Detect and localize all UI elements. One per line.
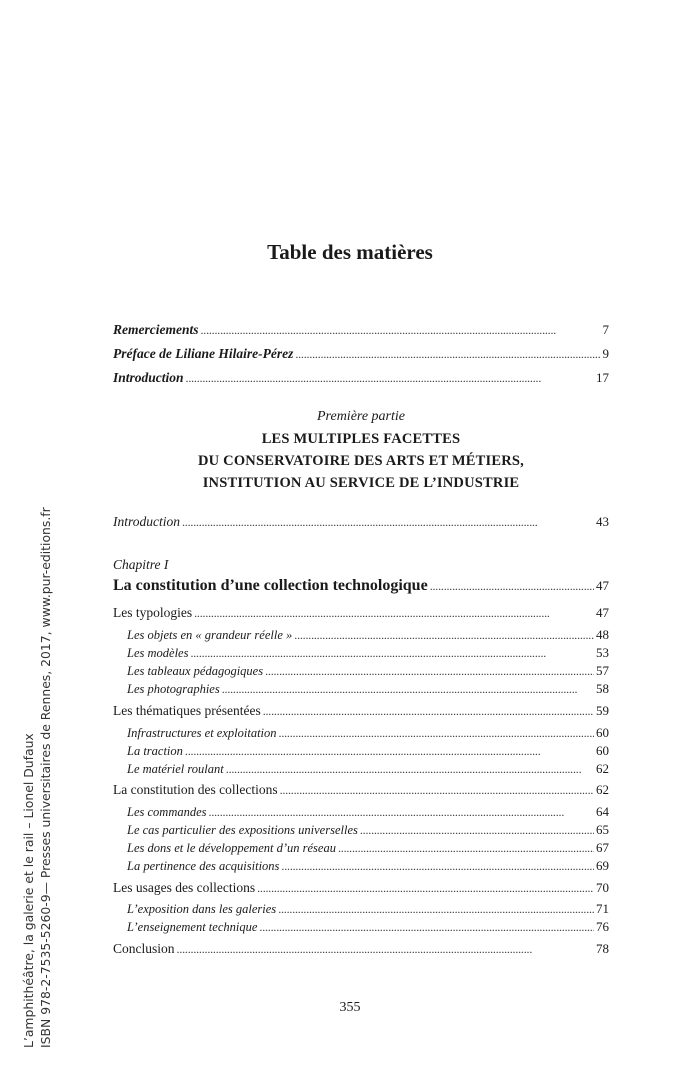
toc-section[interactable] [113, 782, 609, 798]
part-title-line: DU CONSERVATOIRE DES ARTS ET MÉTIERS, [197, 453, 525, 469]
toc-subsection[interactable] [127, 663, 609, 679]
toc-section[interactable] [113, 941, 609, 957]
toc-page: 57 [596, 663, 609, 678]
toc-entry-introduction[interactable] [113, 370, 609, 386]
toc-page: 9 [602, 346, 609, 361]
toc-section[interactable] [113, 880, 609, 896]
toc-label: L’enseignement technique [127, 920, 258, 934]
toc-label: Infrastructures et exploitation [127, 726, 277, 740]
leader-dots [360, 822, 594, 838]
leader-dots [281, 858, 594, 874]
leader-dots [182, 514, 594, 530]
toc-subsection[interactable] [127, 901, 609, 917]
toc-page: 65 [596, 822, 609, 837]
leader-dots [190, 645, 594, 661]
toc-entry-preface[interactable] [113, 346, 609, 362]
chapter-label: Chapitre I [113, 557, 169, 572]
toc-subsection[interactable] [127, 627, 609, 643]
toc-label: La constitution d’une collection technologique [113, 577, 428, 594]
toc-page: 47 [596, 605, 609, 620]
toc-subsection[interactable] [127, 919, 609, 935]
toc-page: 70 [596, 880, 609, 895]
toc-subsection[interactable] [127, 858, 609, 874]
toc-page: 59 [596, 703, 609, 718]
toc-entry-part-introduction[interactable] [113, 514, 609, 530]
leader-dots [185, 743, 594, 759]
toc-page: 62 [596, 761, 609, 776]
side-note-line: L’amphithéâtre, la galerie et le rail – Lionel Dufaux [21, 733, 36, 1048]
toc-page: 7 [602, 322, 609, 337]
toc-page: 78 [596, 941, 609, 956]
toc-label: Le cas particulier des expositions universelles [127, 823, 358, 837]
toc-label: Les tableaux pédagogiques [127, 664, 264, 678]
toc-subsection[interactable] [127, 822, 609, 838]
side-copyright-note [20, 507, 54, 1048]
leader-dots [294, 627, 594, 643]
leader-dots [186, 370, 594, 386]
toc-page: 64 [596, 804, 609, 819]
toc-page: 67 [596, 840, 609, 855]
toc-subsection[interactable] [127, 645, 609, 661]
toc-label: Les dons et le développement d’un réseau [127, 841, 336, 855]
toc-label: L’exposition dans les galeries [127, 902, 277, 916]
toc-label: Les usages des collections [113, 880, 256, 895]
leader-dots [278, 901, 594, 917]
toc-subsection[interactable] [127, 681, 609, 697]
leader-dots [295, 346, 600, 362]
toc-label: Conclusion [113, 941, 175, 956]
toc-subsection[interactable] [127, 725, 609, 741]
toc-page: 60 [596, 725, 609, 740]
leader-dots [263, 703, 594, 719]
toc-page: 58 [596, 681, 609, 696]
toc-label: La traction [127, 744, 183, 758]
side-note-line: ISBN 978-2-7535-5260-9— Presses universitaires de Rennes, 2017, www.pur-editions.fr [38, 507, 53, 1048]
leader-dots [200, 322, 600, 338]
toc-page: 71 [596, 901, 609, 916]
part-title-line: INSTITUTION AU SERVICE DE L’INDUSTRIE [202, 475, 520, 491]
toc-label: Introduction [113, 370, 184, 385]
toc-page: 43 [596, 514, 609, 529]
toc-label: Les thématiques présentées [113, 703, 261, 718]
leader-dots [259, 919, 594, 935]
toc-label: Les photographies [127, 682, 220, 696]
toc-label: La constitution des collections [113, 782, 278, 797]
leader-dots [222, 681, 594, 697]
leader-dots [338, 840, 594, 856]
leader-dots [279, 725, 594, 741]
page-number: 355 [339, 1000, 361, 1015]
part-label: Première partie [317, 409, 405, 424]
toc-subsection[interactable] [127, 761, 609, 777]
leader-dots [194, 605, 594, 621]
toc-page: 60 [596, 743, 609, 758]
toc-page: 17 [596, 370, 609, 385]
leader-dots [280, 782, 594, 798]
toc-section[interactable] [113, 605, 609, 621]
toc-entry-chapter-title[interactable] [113, 578, 609, 594]
toc-label: Les commandes [127, 805, 207, 819]
toc-subsection[interactable] [127, 840, 609, 856]
leader-dots [226, 761, 594, 777]
toc-label: Préface de Liliane Hilaire-Pérez [113, 346, 294, 361]
leader-dots [430, 578, 594, 594]
toc-label: Introduction [113, 514, 180, 529]
leader-dots [209, 804, 594, 820]
toc-label: Les objets en « grandeur réelle » [127, 628, 293, 642]
toc-section[interactable] [113, 703, 609, 719]
toc-page: 53 [596, 645, 609, 660]
page-title: Table des matières [267, 240, 433, 264]
toc-label: Le matériel roulant [127, 762, 224, 776]
toc-page: 76 [596, 919, 609, 934]
toc-page: 62 [596, 782, 609, 797]
part-title-line: LES MULTIPLES FACETTES [261, 431, 461, 447]
toc-label: Les typologies [113, 605, 193, 620]
leader-dots [265, 663, 594, 679]
leader-dots [257, 880, 594, 896]
toc-label: Les modèles [127, 646, 189, 660]
toc-subsection[interactable] [127, 804, 609, 820]
toc-subsection[interactable] [127, 743, 609, 759]
toc-page: 48 [596, 627, 609, 642]
toc-label: La pertinence des acquisitions [127, 859, 280, 873]
toc-page: 69 [596, 858, 609, 873]
toc-label: Remerciements [113, 322, 199, 337]
toc-page: 47 [596, 578, 609, 593]
toc-entry-remerciements[interactable] [113, 322, 609, 338]
leader-dots [177, 941, 594, 957]
